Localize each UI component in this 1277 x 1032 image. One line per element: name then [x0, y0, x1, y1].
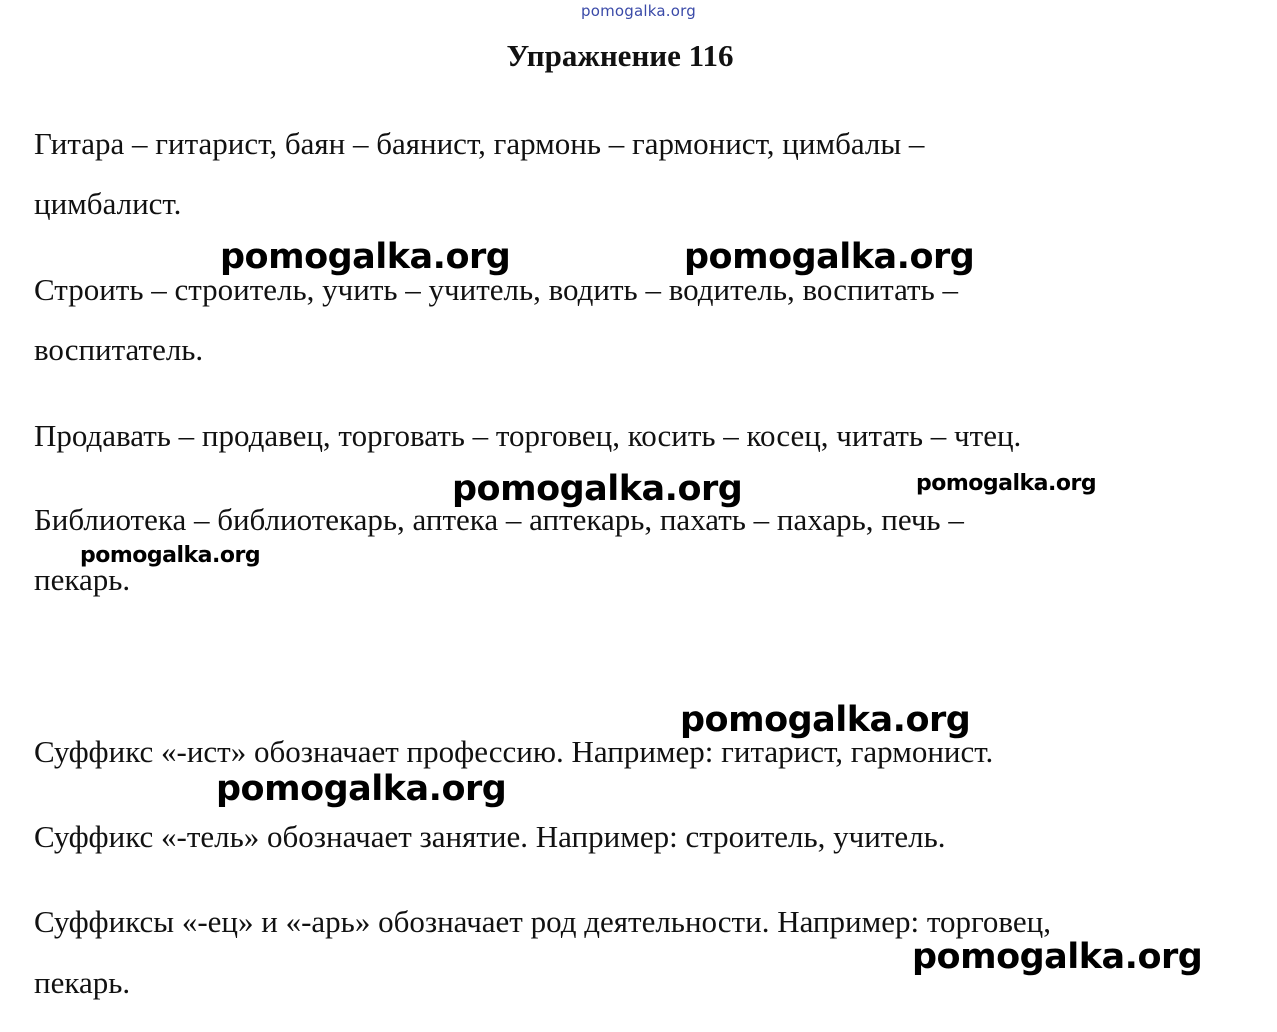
page-title: Упражнение 116 [506, 38, 734, 73]
site-watermark-top: pomogalka.org [581, 2, 696, 20]
watermark: pomogalka.org [80, 543, 261, 568]
watermark: pomogalka.org [916, 471, 1097, 496]
paragraph-3-line-1: Продавать – продавец, торговать – торговец, косить – косец, читать – чтец. [34, 418, 1022, 453]
watermark: pomogalka.org [680, 700, 971, 740]
paragraph-7-line-1: Суффиксы «-ец» и «-арь» обозначает род деятельности. Например: торговец, [34, 904, 1051, 939]
paragraph-2-line-2: воспитатель. [34, 332, 204, 367]
paragraph-4-line-1: Библиотека – библиотекарь, аптека – аптекарь, пахать – пахарь, печь – [34, 502, 964, 537]
watermark: pomogalka.org [216, 769, 507, 809]
watermark: pomogalka.org [684, 237, 975, 277]
paragraph-1-line-2: цимбалист. [34, 186, 182, 221]
paragraph-6-line-1: Суффикс «-тель» обозначает занятие. Например: строитель, учитель. [34, 819, 946, 854]
paragraph-2-line-1: Строить – строитель, учить – учитель, водить – водитель, воспитать – [34, 272, 958, 307]
paragraph-7-line-2: пекарь. [34, 965, 131, 1000]
watermark: pomogalka.org [912, 937, 1203, 977]
paragraph-5-line-1: Суффикс «-ист» обозначает профессию. Например: гитарист, гармонист. [34, 734, 994, 769]
paragraph-1-line-1: Гитара – гитарист, баян – баянист, гармонь – гармонист, цимбалы – [34, 126, 925, 161]
watermark: pomogalka.org [452, 469, 743, 509]
watermark: pomogalka.org [220, 237, 511, 277]
paragraph-4-line-2: пекарь. [34, 562, 131, 597]
